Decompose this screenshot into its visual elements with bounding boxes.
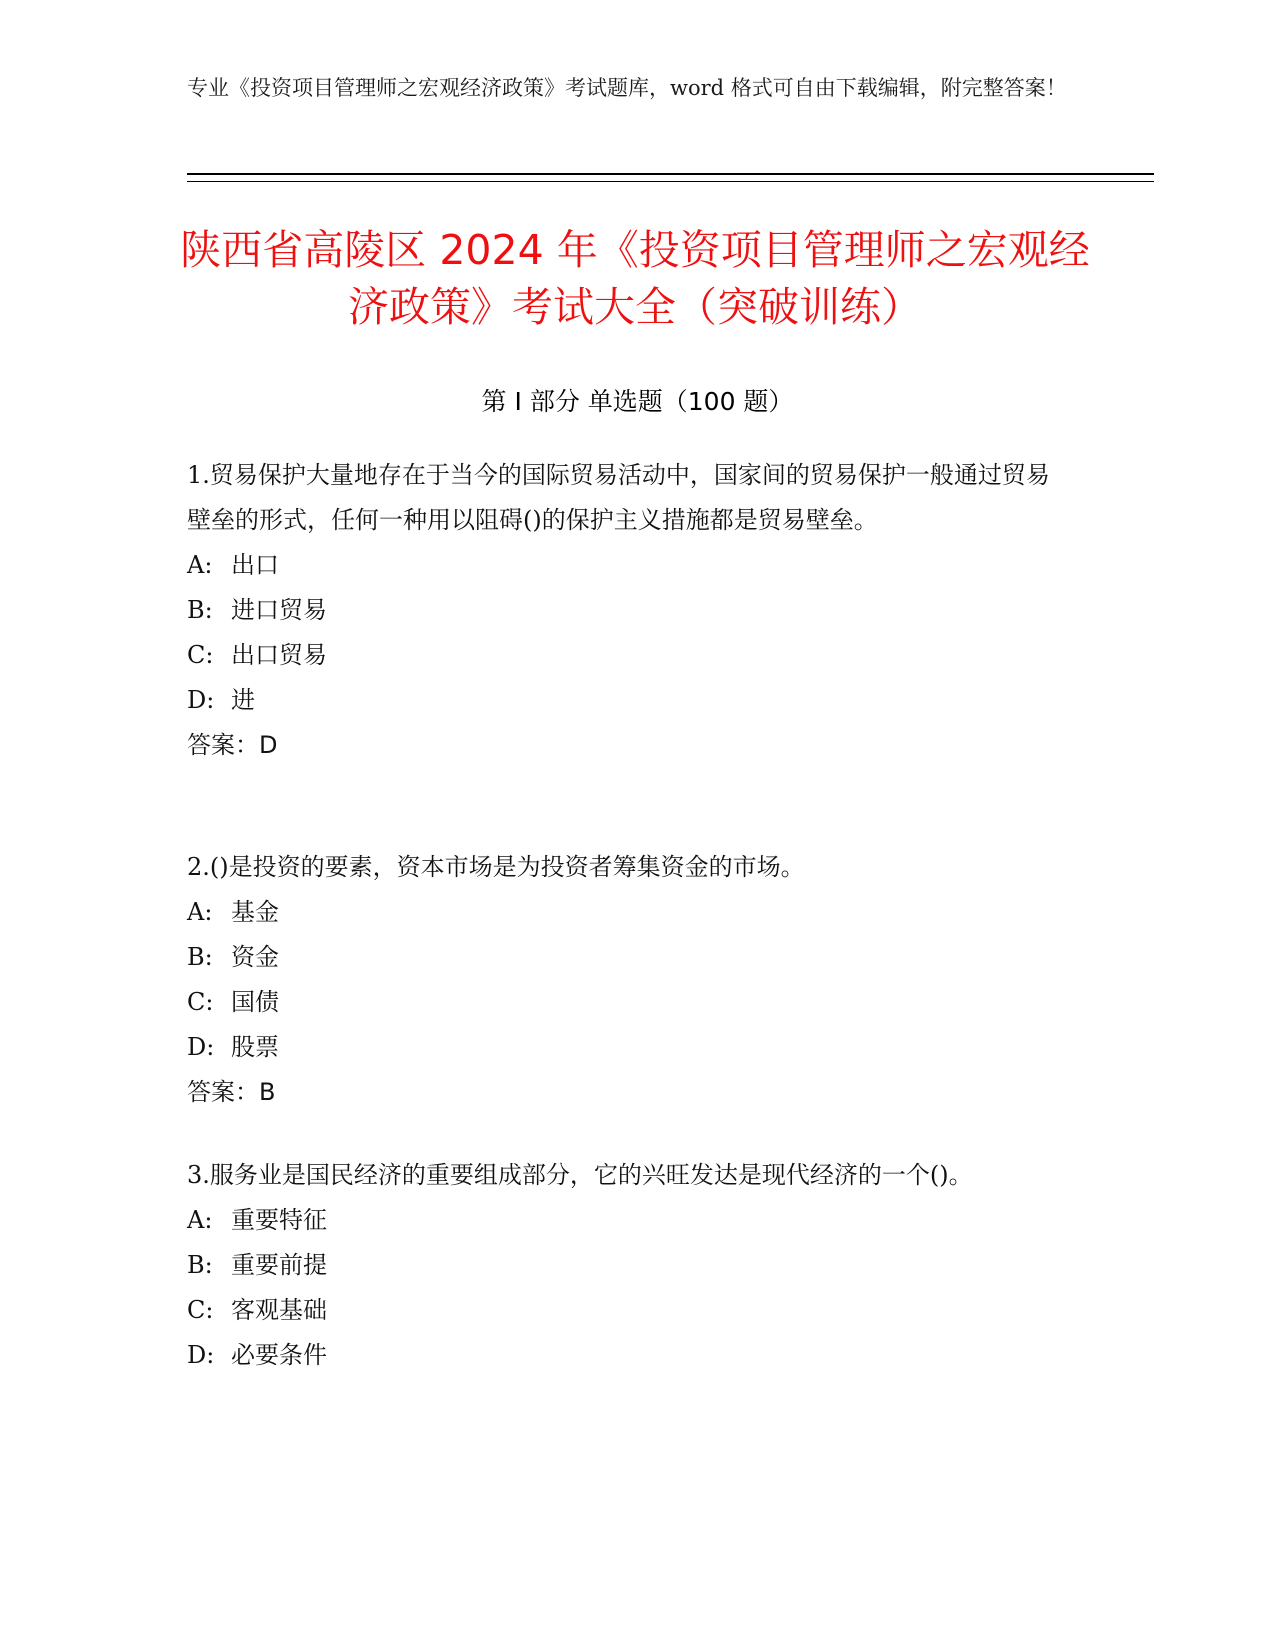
option-b — [187, 588, 1057, 633]
question-1 — [187, 453, 1057, 768]
question-stem: 1.贸易保护大量地存在于当今的国际贸易活动中，国家间的贸易保护一般通过贸易壁垒的形式，任何一种用以阻碍()的保护主义措施都是贸易壁垒。 — [187, 461, 1050, 534]
option-b — [187, 1243, 1057, 1288]
header-note: 专业《投资项目管理师之宏观经济政策》考试题库，word 格式可自由下载编辑，附完整答案！ — [187, 76, 1067, 100]
option-label: D: — [187, 1341, 215, 1369]
header-rule-thin — [187, 181, 1154, 182]
option-label: B: — [187, 1251, 213, 1279]
question-3 — [187, 1153, 1057, 1378]
question-2 — [187, 845, 1057, 1115]
option-text: 重要特征 — [231, 1206, 327, 1234]
option-a — [187, 890, 1057, 935]
option-label: C: — [187, 641, 214, 669]
question-stem: 2.()是投资的要素，资本市场是为投资者筹集资金的市场。 — [187, 853, 805, 881]
option-label: D: — [187, 686, 215, 714]
option-text: 必要条件 — [231, 1341, 327, 1369]
option-a — [187, 1198, 1057, 1243]
option-c — [187, 633, 1057, 678]
answer: 答案：B — [187, 1078, 276, 1106]
option-d — [187, 1333, 1057, 1378]
option-text: 进口贸易 — [231, 596, 327, 624]
option-label: A: — [187, 1206, 213, 1234]
question-stem: 3.服务业是国民经济的重要组成部分，它的兴旺发达是现代经济的一个()。 — [187, 1161, 973, 1189]
header-rule-thick — [187, 173, 1154, 175]
option-d — [187, 678, 1057, 723]
option-text: 进 — [231, 686, 255, 714]
option-a — [187, 543, 1057, 588]
option-text: 基金 — [231, 898, 279, 926]
option-text: 国债 — [231, 988, 279, 1016]
section-heading: 第 I 部分 单选题（100 题） — [481, 387, 794, 416]
option-text: 股票 — [231, 1033, 279, 1061]
option-label: A: — [187, 898, 213, 926]
option-c — [187, 980, 1057, 1025]
option-label: A: — [187, 551, 213, 579]
option-label: C: — [187, 1296, 214, 1324]
option-text: 出口 — [231, 551, 279, 579]
option-label: D: — [187, 1033, 215, 1061]
answer: 答案：D — [187, 731, 278, 759]
option-label: C: — [187, 988, 214, 1016]
option-text: 客观基础 — [231, 1296, 327, 1324]
option-text: 重要前提 — [231, 1251, 327, 1279]
option-text: 资金 — [231, 943, 279, 971]
option-label: B: — [187, 596, 213, 624]
option-b — [187, 935, 1057, 980]
option-d — [187, 1025, 1057, 1070]
option-text: 出口贸易 — [231, 641, 327, 669]
option-c — [187, 1288, 1057, 1333]
document-title: 陕西省高陵区 2024 年《投资项目管理师之宏观经济政策》考试大全（突破训练） — [180, 226, 1090, 331]
option-label: B: — [187, 943, 213, 971]
